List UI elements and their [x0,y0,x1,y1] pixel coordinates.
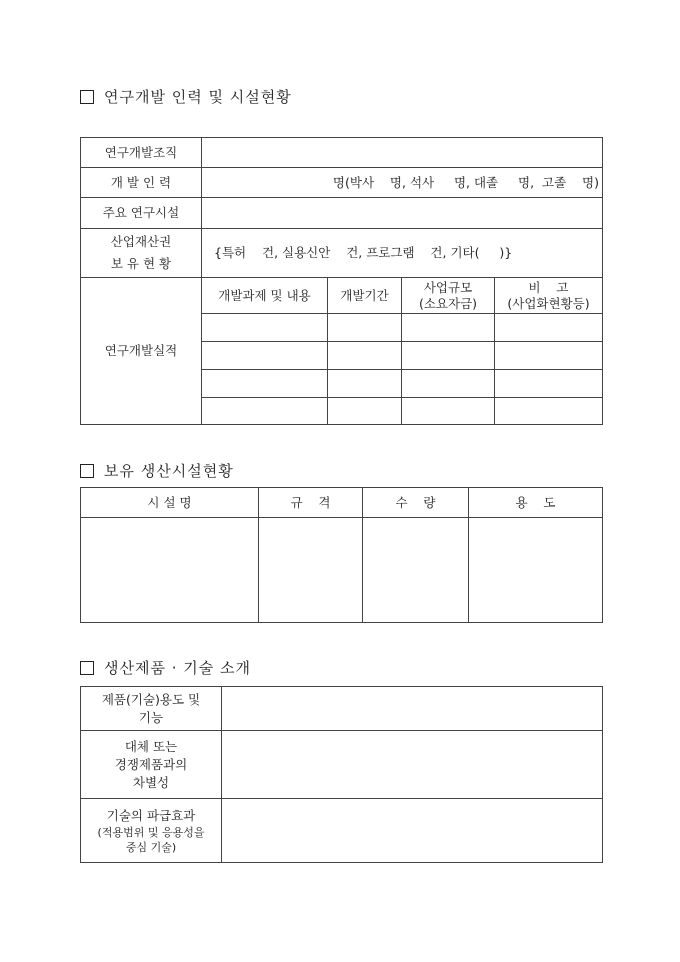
cell[interactable] [469,518,603,623]
label-differentiation [81,731,222,799]
field-rnd-staff[interactable]: 명(박사 명, 석사 명, 대졸 명, 고졸 명) [202,168,603,198]
label-ripple-effect [81,799,222,863]
label-line: 제품(기술)용도 및 [101,691,201,707]
header-scale-line2: (소요자금) [418,295,478,311]
header-usage: 용 도 [469,488,603,518]
cell[interactable] [81,518,259,623]
header-quantity: 수 량 [363,488,469,518]
cell[interactable] [363,518,469,623]
label-facilities: 주요 연구시설 [81,198,202,229]
label-line: (적용범위 및 응용성을 [97,825,205,839]
cell[interactable] [202,342,328,370]
cell[interactable] [328,370,402,398]
field-differentiation[interactable] [222,731,603,799]
label-performance: 연구개발실적 [81,278,202,425]
cell[interactable] [402,314,495,342]
section3-title-text: 생산제품 · 기술 소개 [104,659,251,677]
header-period: 개발기간 [328,278,402,314]
header-scale [402,278,495,314]
header-scale-line1: 사업규모 [423,279,473,295]
header-remarks-line2: (사업화현황등) [507,295,590,311]
cell[interactable] [202,370,328,398]
field-facilities[interactable] [202,198,603,229]
label-ip-line2: 보 유 현 황 [110,256,172,271]
cell[interactable] [495,398,603,425]
header-facility-name: 시 설 명 [81,488,259,518]
cell[interactable] [202,398,328,425]
header-remarks-line1: 비 고 [528,279,569,295]
product-intro-table [80,686,603,863]
label-line: 기능 [138,709,164,725]
label-product-usage [81,687,222,731]
cell[interactable] [328,398,402,425]
cell[interactable] [495,314,603,342]
label-line: 경쟁제품과의 [114,756,188,772]
checkbox-square-icon [80,661,94,675]
checkbox-square-icon [80,90,94,104]
label-line: 중심 기술) [125,840,177,854]
header-spec: 규 격 [259,488,363,518]
field-ripple-effect[interactable] [222,799,603,863]
field-product-usage[interactable] [222,687,603,731]
header-remarks [495,278,603,314]
label-line: 대체 또는 [124,738,178,754]
section3-title [80,657,251,678]
label-ip [81,229,202,278]
cell[interactable] [402,370,495,398]
header-task: 개발과제 및 내용 [202,278,328,314]
cell[interactable] [202,314,328,342]
cell[interactable] [259,518,363,623]
field-rnd-org[interactable] [202,138,603,168]
label-line: 차별성 [132,774,170,790]
section2-title [80,460,234,481]
label-line: 기술의 파급효과 [106,807,196,823]
section2-title-text: 보유 생산시설현황 [104,462,234,480]
cell[interactable] [402,398,495,425]
label-ip-line1: 산업재산권 [110,234,172,249]
section1-title [80,86,292,107]
rnd-status-table [80,137,603,425]
checkbox-square-icon [80,464,94,478]
label-rnd-org: 연구개발조직 [81,138,202,168]
cell[interactable] [495,342,603,370]
field-ip[interactable]: {특허 건, 실용신안 건, 프로그램 건, 기타( )} [202,229,603,278]
cell[interactable] [495,370,603,398]
production-facilities-table [80,487,603,623]
section1-title-text: 연구개발 인력 및 시설현황 [104,88,292,106]
cell[interactable] [328,342,402,370]
label-rnd-staff: 개 발 인 력 [81,168,202,198]
cell[interactable] [402,342,495,370]
cell[interactable] [328,314,402,342]
